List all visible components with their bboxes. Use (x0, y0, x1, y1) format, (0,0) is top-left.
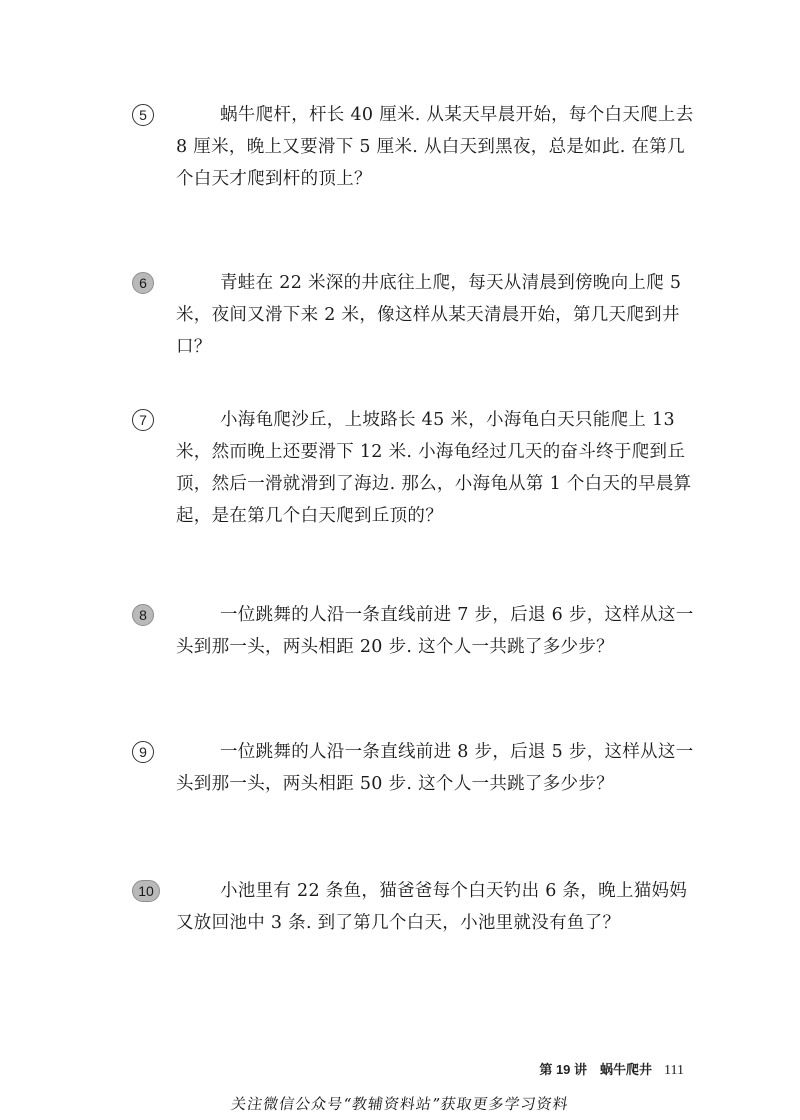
page-number: 111 (664, 1063, 684, 1078)
problem-text: 蜗牛爬杆，杆长 40 厘米. 从某天早晨开始，每个白天爬上去 8 厘米，晚上又要滑下 5 厘米. 从白天到黑夜，总是如此. 在第几个白天才爬到杆的顶上？ (176, 105, 694, 189)
problem-number-badge: 6 (132, 272, 154, 294)
problem-number-badge: 5 (132, 104, 154, 126)
problem-number-badge: 9 (132, 741, 154, 763)
problem-number-badge: 7 (132, 409, 154, 431)
problem-number-badge: 10 (132, 880, 160, 902)
problem-8 (139, 599, 696, 663)
problem-9 (139, 736, 696, 800)
problem-7 (139, 404, 696, 532)
problem-6 (139, 267, 696, 363)
chapter-title: 第 19 讲 蜗牛爬井 (539, 1062, 653, 1077)
problem-text: 小池里有 22 条鱼，猫爸爸每个白天钓出 6 条，晚上猫妈妈又放回池中 3 条. 到了第几个白天，小池里就没有鱼了？ (176, 881, 688, 933)
problem-text: 青蛙在 22 米深的井底往上爬，每天从清晨到傍晚向上爬 5 米，夜间又滑下来 2 米，像这样从某天清晨开始，第几天爬到井口？ (176, 273, 682, 357)
problem-text: 一位跳舞的人沿一条直线前进 8 步，后退 5 步，这样从这一头到那一头，两头相距 50 步. 这个人一共跳了多少步？ (176, 742, 694, 794)
watermark-text: 关注微信公众号“教辅资料站”获取更多学习资料 (229, 1095, 570, 1113)
problem-5 (139, 99, 696, 195)
problem-number-badge: 8 (132, 604, 154, 626)
problem-text: 小海龟爬沙丘，上坡路长 45 米，小海龟白天只能爬上 13 米，然而晚上还要滑下 12 米. 小海龟经过几天的奋斗终于爬到丘顶，然后一滑就滑到了海边. 那么，小海龟从第 1 个白天的早晨算起，是在第几个白天爬到丘顶的？ (176, 410, 692, 526)
problem-10 (138, 875, 696, 939)
problem-text: 一位跳舞的人沿一条直线前进 7 步，后退 6 步，这样从这一头到那一头，两头相距 20 步. 这个人一共跳了多少步？ (176, 605, 694, 657)
page-footer (539, 1059, 684, 1079)
